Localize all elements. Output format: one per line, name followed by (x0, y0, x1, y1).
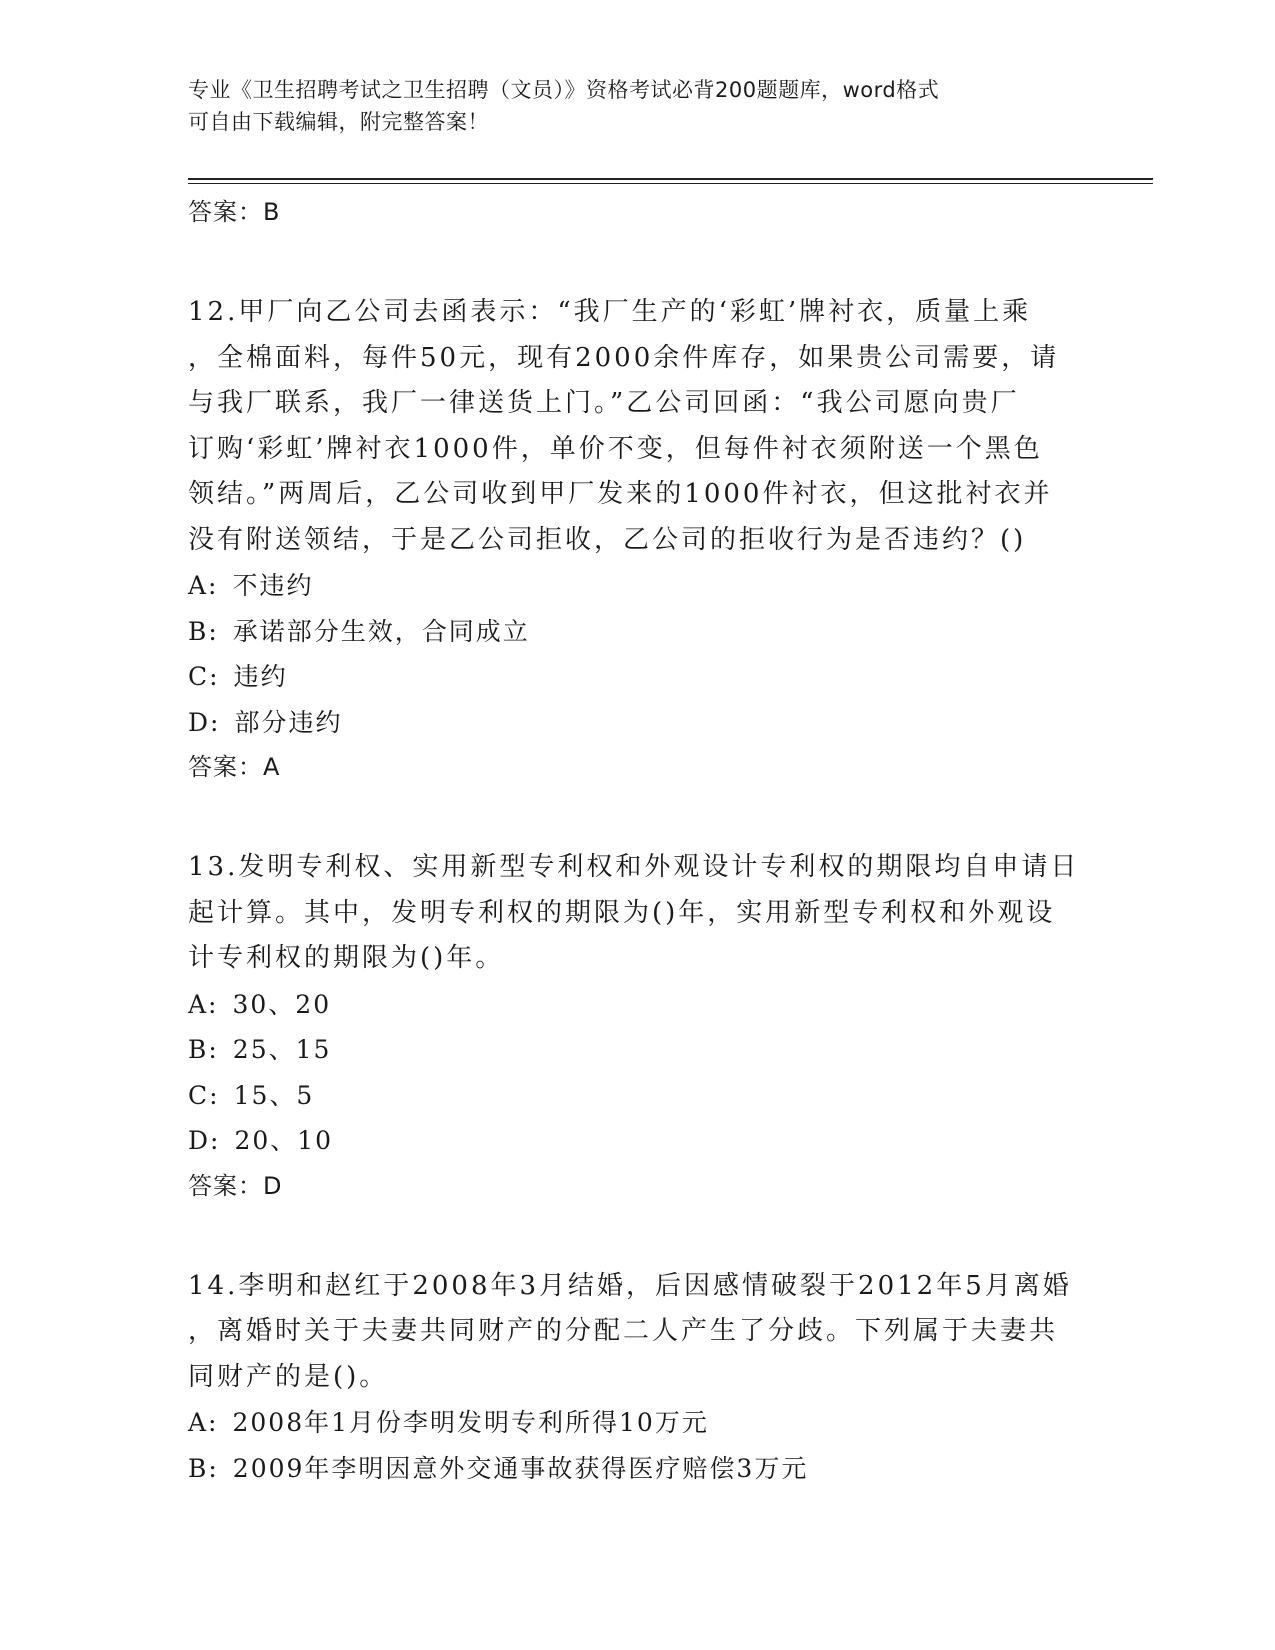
question-13 (188, 845, 1088, 1206)
option-text: 违约 (233, 662, 288, 691)
option-letter: D: (188, 1126, 221, 1155)
header-line-1: 专业《卫生招聘考试之卫生招聘（文员）》资格考试必背200题题库，word格式 (188, 78, 940, 102)
question-text-line: 与我厂联系，我厂一律送货上门。”乙公司回函：“我公司愿向贵厂 (188, 388, 1020, 418)
option-text: 承诺部分生效，合同成立 (232, 616, 530, 646)
option-a (188, 1400, 1088, 1446)
answer-line: 答案：B (188, 198, 281, 226)
question-12 (188, 290, 1088, 787)
option-text: 2009年李明因意外交通事故获得医疗赔偿3万元 (232, 1453, 809, 1483)
question-text-line: 领结。”两周后，乙公司收到甲厂发来的1000件衬衣，但这批衬衣并 (188, 479, 1053, 509)
option-letter: C: (188, 662, 220, 691)
option-c (188, 1073, 1088, 1119)
option-letter: C: (188, 1080, 220, 1110)
question-text-line: 起计算。其中，发明专利权的期限为()年，实用新型专利权和外观设 (188, 897, 1056, 928)
option-letter: D: (188, 707, 221, 737)
option-text: 部分违约 (234, 707, 343, 737)
question-text-line: 12.甲厂向乙公司去函表示：“我厂生产的‘彩虹’牌衬衣，质量上乘 (188, 297, 1032, 327)
option-letter: A: (188, 989, 219, 1019)
question-text-line: ，离婚时关于夫妻共同财产的分配二人产生了分歧。下列属于夫妻共 (188, 1316, 1059, 1346)
option-letter: B: (188, 1453, 219, 1483)
option-c (188, 654, 1088, 700)
option-text: 30、20 (232, 989, 332, 1019)
option-letter: A: (188, 571, 219, 600)
option-text: 20、10 (234, 1126, 334, 1155)
question-text-line: 订购‘彩虹’牌衬衣1000件，单价不变，但每件衬衣须附送一个黑色 (188, 433, 1043, 464)
option-a (188, 563, 1088, 609)
question-text-line: ，全棉面料，每件50元，现有2000余件库存，如果贵公司需要，请 (188, 342, 1060, 373)
option-text: 25、15 (232, 1035, 332, 1064)
question-text-line: 没有附送领结，于是乙公司拒收，乙公司的拒收行为是否违约？() (188, 524, 1027, 555)
header-divider (188, 178, 1153, 184)
question-text-line: 计专利权的期限为()年。 (188, 943, 505, 973)
option-text: 15、5 (233, 1080, 315, 1110)
document-header (188, 74, 1068, 138)
option-text: 不违约 (232, 571, 314, 600)
header-line-2: 可自由下载编辑，附完整答案！ (188, 110, 489, 134)
document-body (188, 192, 1088, 1491)
option-b (188, 1446, 1088, 1492)
question-text-line: 13.发明专利权、实用新型专利权和外观设计专利权的期限均自申请日 (188, 852, 1080, 882)
question-text-line: 14.李明和赵红于2008年3月结婚，后因感情破裂于2012年5月离婚 (188, 1270, 1072, 1301)
option-d (188, 700, 1088, 746)
question-text-line: 同财产的是()。 (188, 1361, 389, 1392)
option-letter: B: (188, 616, 219, 646)
answer-line: 答案：D (188, 1171, 283, 1200)
option-letter: B: (188, 1035, 219, 1064)
option-b (188, 609, 1088, 655)
option-d (188, 1118, 1088, 1164)
option-letter: A: (188, 1408, 219, 1437)
answer-line: 答案：A (188, 753, 281, 781)
option-text: 2008年1月份李明发明专利所得10万元 (232, 1408, 709, 1437)
option-a (188, 982, 1088, 1028)
option-b (188, 1027, 1088, 1073)
question-14 (188, 1264, 1088, 1492)
